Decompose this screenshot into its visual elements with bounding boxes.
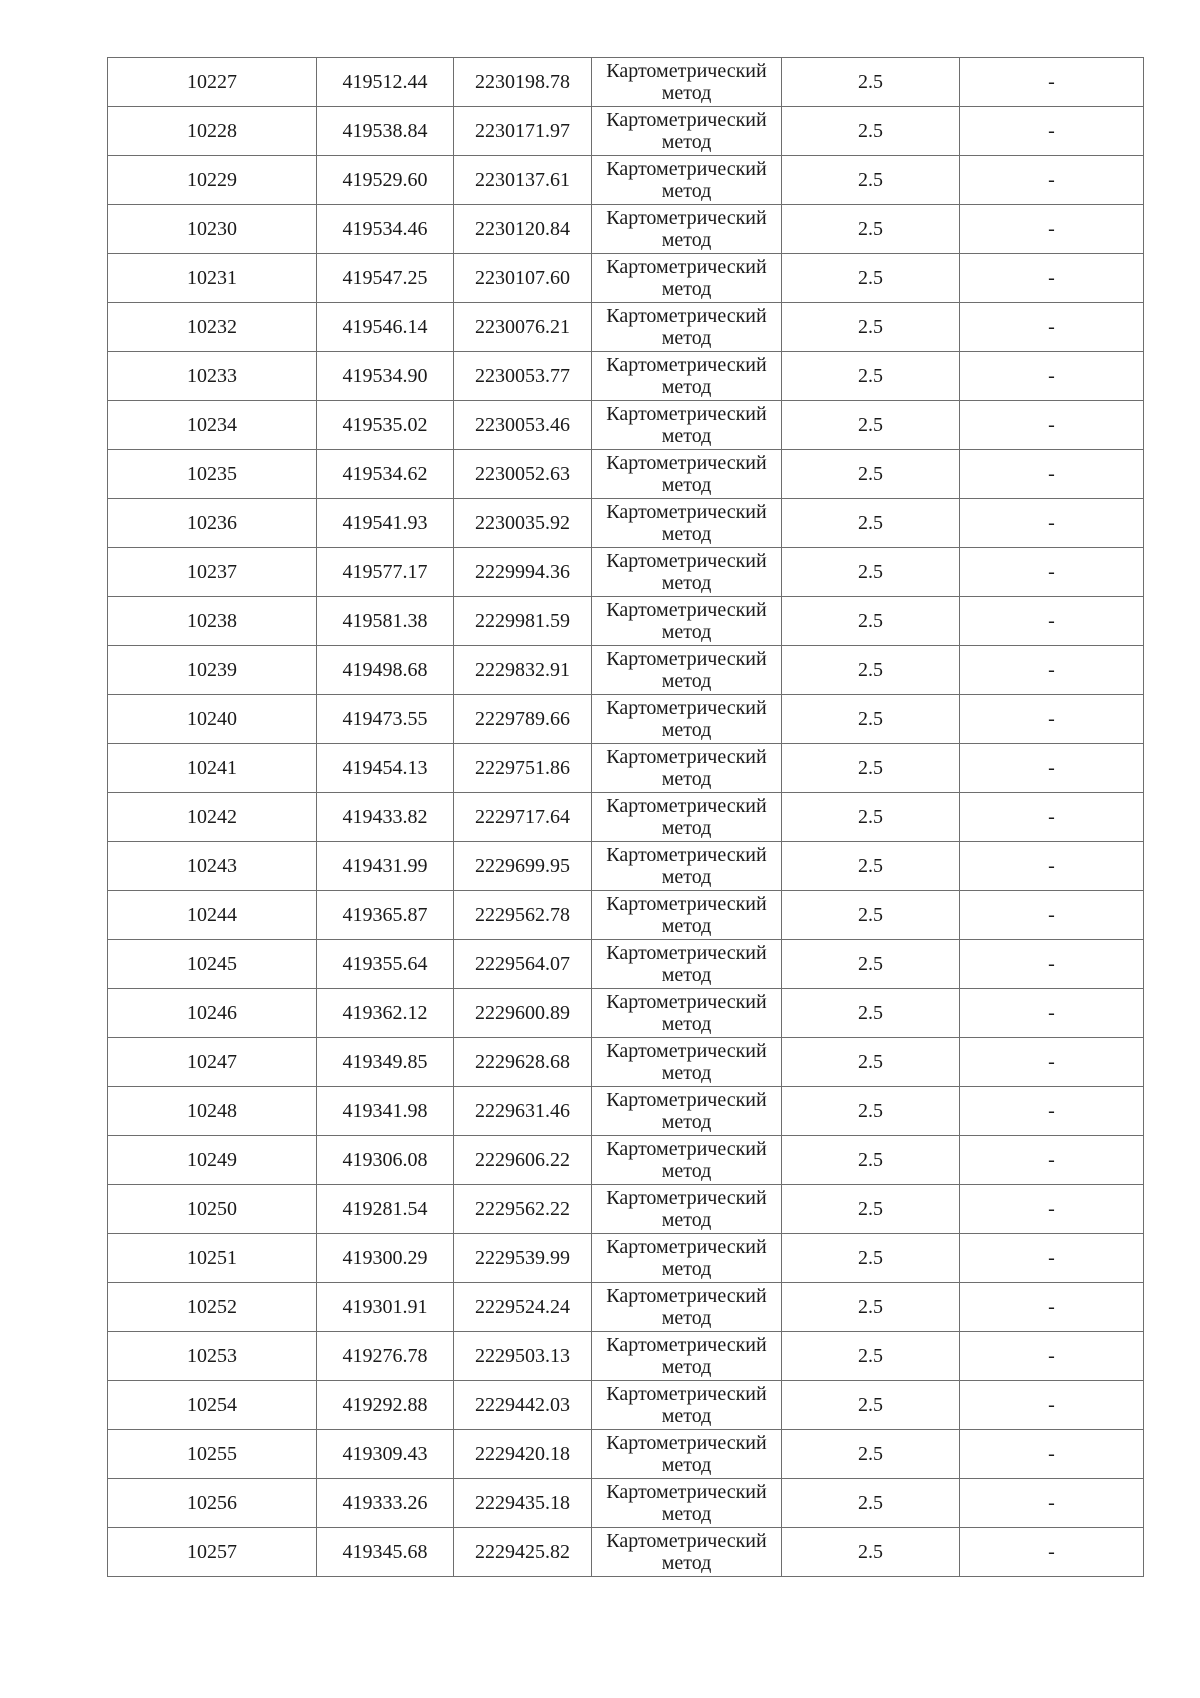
y-coordinate-cell: 2229606.22 (454, 1136, 592, 1185)
y-coordinate-cell: 2230107.60 (454, 254, 592, 303)
method-line-2: метод (661, 131, 712, 153)
y-coordinate-cell: 2229425.82 (454, 1528, 592, 1577)
table-row (108, 1283, 1144, 1332)
method-cell (592, 548, 782, 597)
accuracy-cell: 2.5 (782, 940, 960, 989)
method-cell (592, 1234, 782, 1283)
accuracy-cell: 2.5 (782, 989, 960, 1038)
method-line-2: метод (661, 768, 712, 790)
x-coordinate-cell: 419546.14 (317, 303, 454, 352)
note-cell: - (960, 695, 1144, 744)
accuracy-cell: 2.5 (782, 58, 960, 107)
note-cell: - (960, 450, 1144, 499)
accuracy-cell: 2.5 (782, 107, 960, 156)
x-coordinate-cell: 419333.26 (317, 1479, 454, 1528)
accuracy-cell: 2.5 (782, 597, 960, 646)
accuracy-cell: 2.5 (782, 205, 960, 254)
table-row (108, 842, 1144, 891)
method-line-2: метод (661, 82, 712, 104)
note-cell: - (960, 1479, 1144, 1528)
point-number-cell: 10227 (108, 58, 317, 107)
point-number-cell: 10233 (108, 352, 317, 401)
table-row (108, 254, 1144, 303)
method-line-2: метод (661, 1503, 712, 1525)
method-cell (592, 793, 782, 842)
method-line-2: метод (661, 621, 712, 643)
point-number-cell: 10235 (108, 450, 317, 499)
method-line-2: метод (661, 572, 712, 594)
y-coordinate-cell: 2229699.95 (454, 842, 592, 891)
method-line-2: метод (661, 327, 712, 349)
method-line-1: Картометрический (606, 1236, 767, 1258)
point-number-cell: 10246 (108, 989, 317, 1038)
method-line-1: Картометрический (606, 403, 767, 425)
table-row (108, 450, 1144, 499)
point-number-cell: 10250 (108, 1185, 317, 1234)
y-coordinate-cell: 2229503.13 (454, 1332, 592, 1381)
y-coordinate-cell: 2230035.92 (454, 499, 592, 548)
note-cell: - (960, 940, 1144, 989)
method-line-2: метод (661, 1307, 712, 1329)
accuracy-cell: 2.5 (782, 450, 960, 499)
table-row (108, 499, 1144, 548)
method-line-2: метод (661, 278, 712, 300)
method-cell (592, 205, 782, 254)
method-line-1: Картометрический (606, 1187, 767, 1209)
method-line-2: метод (661, 915, 712, 937)
note-cell: - (960, 793, 1144, 842)
table-row (108, 1234, 1144, 1283)
x-coordinate-cell: 419534.46 (317, 205, 454, 254)
method-cell (592, 401, 782, 450)
table-row (108, 1087, 1144, 1136)
note-cell: - (960, 548, 1144, 597)
x-coordinate-cell: 419534.90 (317, 352, 454, 401)
method-cell (592, 1136, 782, 1185)
method-line-2: метод (661, 523, 712, 545)
method-line-1: Картометрический (606, 207, 767, 229)
method-line-2: метод (661, 1160, 712, 1182)
note-cell: - (960, 1185, 1144, 1234)
method-line-2: метод (661, 1454, 712, 1476)
method-line-1: Картометрический (606, 1040, 767, 1062)
method-cell (592, 1332, 782, 1381)
coordinates-table-body (108, 58, 1144, 1577)
accuracy-cell: 2.5 (782, 1038, 960, 1087)
note-cell: - (960, 303, 1144, 352)
table-row (108, 1381, 1144, 1430)
x-coordinate-cell: 419276.78 (317, 1332, 454, 1381)
method-cell (592, 107, 782, 156)
y-coordinate-cell: 2229435.18 (454, 1479, 592, 1528)
accuracy-cell: 2.5 (782, 695, 960, 744)
note-cell: - (960, 1234, 1144, 1283)
y-coordinate-cell: 2229562.22 (454, 1185, 592, 1234)
method-cell (592, 989, 782, 1038)
point-number-cell: 10257 (108, 1528, 317, 1577)
table-row (108, 940, 1144, 989)
method-line-2: метод (661, 1062, 712, 1084)
point-number-cell: 10251 (108, 1234, 317, 1283)
y-coordinate-cell: 2229717.64 (454, 793, 592, 842)
method-line-2: метод (661, 817, 712, 839)
method-cell (592, 695, 782, 744)
method-cell (592, 842, 782, 891)
method-cell (592, 254, 782, 303)
note-cell: - (960, 401, 1144, 450)
x-coordinate-cell: 419547.25 (317, 254, 454, 303)
note-cell: - (960, 156, 1144, 205)
point-number-cell: 10229 (108, 156, 317, 205)
x-coordinate-cell: 419300.29 (317, 1234, 454, 1283)
point-number-cell: 10256 (108, 1479, 317, 1528)
note-cell: - (960, 1430, 1144, 1479)
note-cell: - (960, 1038, 1144, 1087)
method-cell (592, 156, 782, 205)
point-number-cell: 10239 (108, 646, 317, 695)
table-row (108, 597, 1144, 646)
method-line-1: Картометрический (606, 354, 767, 376)
method-line-2: метод (661, 229, 712, 251)
note-cell: - (960, 254, 1144, 303)
method-line-2: метод (661, 180, 712, 202)
method-cell (592, 1283, 782, 1332)
method-line-2: метод (661, 1258, 712, 1280)
y-coordinate-cell: 2229420.18 (454, 1430, 592, 1479)
method-line-1: Картометрический (606, 1432, 767, 1454)
method-cell (592, 352, 782, 401)
y-coordinate-cell: 2229442.03 (454, 1381, 592, 1430)
table-row (108, 793, 1144, 842)
method-cell (592, 58, 782, 107)
point-number-cell: 10245 (108, 940, 317, 989)
note-cell: - (960, 891, 1144, 940)
table-row (108, 1038, 1144, 1087)
accuracy-cell: 2.5 (782, 1087, 960, 1136)
accuracy-cell: 2.5 (782, 1528, 960, 1577)
table-row (108, 303, 1144, 352)
accuracy-cell: 2.5 (782, 548, 960, 597)
y-coordinate-cell: 2230171.97 (454, 107, 592, 156)
point-number-cell: 10247 (108, 1038, 317, 1087)
y-coordinate-cell: 2229628.68 (454, 1038, 592, 1087)
method-line-1: Картометрический (606, 991, 767, 1013)
note-cell: - (960, 1381, 1144, 1430)
note-cell: - (960, 1528, 1144, 1577)
note-cell: - (960, 842, 1144, 891)
method-cell (592, 597, 782, 646)
method-line-1: Картометрический (606, 1481, 767, 1503)
method-line-1: Картометрический (606, 452, 767, 474)
method-line-1: Картометрический (606, 697, 767, 719)
method-line-1: Картометрический (606, 158, 767, 180)
point-number-cell: 10252 (108, 1283, 317, 1332)
accuracy-cell: 2.5 (782, 499, 960, 548)
table-row (108, 58, 1144, 107)
table-row (108, 1430, 1144, 1479)
x-coordinate-cell: 419433.82 (317, 793, 454, 842)
point-number-cell: 10230 (108, 205, 317, 254)
point-number-cell: 10234 (108, 401, 317, 450)
accuracy-cell: 2.5 (782, 793, 960, 842)
table-row (108, 1136, 1144, 1185)
method-line-2: метод (661, 670, 712, 692)
table-row (108, 1479, 1144, 1528)
point-number-cell: 10242 (108, 793, 317, 842)
y-coordinate-cell: 2230076.21 (454, 303, 592, 352)
method-line-1: Картометрический (606, 795, 767, 817)
accuracy-cell: 2.5 (782, 891, 960, 940)
method-line-1: Картометрический (606, 109, 767, 131)
method-cell (592, 1430, 782, 1479)
table-row (108, 1332, 1144, 1381)
method-cell (592, 1185, 782, 1234)
y-coordinate-cell: 2229832.91 (454, 646, 592, 695)
note-cell: - (960, 989, 1144, 1038)
accuracy-cell: 2.5 (782, 1430, 960, 1479)
x-coordinate-cell: 419345.68 (317, 1528, 454, 1577)
x-coordinate-cell: 419512.44 (317, 58, 454, 107)
y-coordinate-cell: 2229789.66 (454, 695, 592, 744)
accuracy-cell: 2.5 (782, 842, 960, 891)
point-number-cell: 10255 (108, 1430, 317, 1479)
x-coordinate-cell: 419341.98 (317, 1087, 454, 1136)
point-number-cell: 10238 (108, 597, 317, 646)
method-line-2: метод (661, 1209, 712, 1231)
x-coordinate-cell: 419529.60 (317, 156, 454, 205)
coordinates-table (107, 57, 1144, 1577)
accuracy-cell: 2.5 (782, 1479, 960, 1528)
point-number-cell: 10243 (108, 842, 317, 891)
method-line-1: Картометрический (606, 648, 767, 670)
method-line-2: метод (661, 719, 712, 741)
table-row (108, 1185, 1144, 1234)
table-row (108, 548, 1144, 597)
table-row (108, 646, 1144, 695)
y-coordinate-cell: 2230052.63 (454, 450, 592, 499)
method-cell (592, 1479, 782, 1528)
point-number-cell: 10228 (108, 107, 317, 156)
accuracy-cell: 2.5 (782, 1136, 960, 1185)
point-number-cell: 10254 (108, 1381, 317, 1430)
accuracy-cell: 2.5 (782, 1381, 960, 1430)
method-line-1: Картометрический (606, 746, 767, 768)
y-coordinate-cell: 2229631.46 (454, 1087, 592, 1136)
method-line-1: Картометрический (606, 1285, 767, 1307)
y-coordinate-cell: 2229994.36 (454, 548, 592, 597)
note-cell: - (960, 1136, 1144, 1185)
method-line-2: метод (661, 866, 712, 888)
note-cell: - (960, 205, 1144, 254)
x-coordinate-cell: 419498.68 (317, 646, 454, 695)
x-coordinate-cell: 419306.08 (317, 1136, 454, 1185)
x-coordinate-cell: 419538.84 (317, 107, 454, 156)
method-line-1: Картометрический (606, 942, 767, 964)
point-number-cell: 10241 (108, 744, 317, 793)
method-cell (592, 744, 782, 793)
point-number-cell: 10231 (108, 254, 317, 303)
x-coordinate-cell: 419534.62 (317, 450, 454, 499)
note-cell: - (960, 107, 1144, 156)
method-cell (592, 303, 782, 352)
x-coordinate-cell: 419454.13 (317, 744, 454, 793)
method-line-1: Картометрический (606, 1383, 767, 1405)
method-line-2: метод (661, 964, 712, 986)
accuracy-cell: 2.5 (782, 646, 960, 695)
y-coordinate-cell: 2229539.99 (454, 1234, 592, 1283)
table-row (108, 352, 1144, 401)
x-coordinate-cell: 419473.55 (317, 695, 454, 744)
table-row (108, 1528, 1144, 1577)
point-number-cell: 10248 (108, 1087, 317, 1136)
x-coordinate-cell: 419349.85 (317, 1038, 454, 1087)
x-coordinate-cell: 419577.17 (317, 548, 454, 597)
method-line-1: Картометрический (606, 1138, 767, 1160)
method-line-1: Картометрический (606, 305, 767, 327)
x-coordinate-cell: 419535.02 (317, 401, 454, 450)
method-line-1: Картометрический (606, 1530, 767, 1552)
method-line-1: Картометрический (606, 844, 767, 866)
method-line-1: Картометрический (606, 893, 767, 915)
method-line-1: Картометрический (606, 501, 767, 523)
accuracy-cell: 2.5 (782, 1332, 960, 1381)
method-line-2: метод (661, 376, 712, 398)
x-coordinate-cell: 419301.91 (317, 1283, 454, 1332)
method-line-2: метод (661, 474, 712, 496)
method-line-2: метод (661, 1111, 712, 1133)
x-coordinate-cell: 419281.54 (317, 1185, 454, 1234)
table-row (108, 401, 1144, 450)
method-cell (592, 940, 782, 989)
note-cell: - (960, 352, 1144, 401)
accuracy-cell: 2.5 (782, 1283, 960, 1332)
table-row (108, 205, 1144, 254)
note-cell: - (960, 744, 1144, 793)
accuracy-cell: 2.5 (782, 1234, 960, 1283)
x-coordinate-cell: 419581.38 (317, 597, 454, 646)
table-row (108, 107, 1144, 156)
method-cell (592, 1038, 782, 1087)
note-cell: - (960, 597, 1144, 646)
note-cell: - (960, 1283, 1144, 1332)
x-coordinate-cell: 419365.87 (317, 891, 454, 940)
method-line-1: Картометрический (606, 60, 767, 82)
x-coordinate-cell: 419541.93 (317, 499, 454, 548)
method-line-1: Картометрический (606, 1089, 767, 1111)
point-number-cell: 10240 (108, 695, 317, 744)
point-number-cell: 10249 (108, 1136, 317, 1185)
note-cell: - (960, 646, 1144, 695)
method-line-1: Картометрический (606, 256, 767, 278)
method-line-1: Картометрический (606, 1334, 767, 1356)
note-cell: - (960, 1332, 1144, 1381)
point-number-cell: 10244 (108, 891, 317, 940)
y-coordinate-cell: 2230053.46 (454, 401, 592, 450)
method-cell (592, 1381, 782, 1430)
table-row (108, 744, 1144, 793)
method-line-2: метод (661, 1356, 712, 1378)
y-coordinate-cell: 2229600.89 (454, 989, 592, 1038)
accuracy-cell: 2.5 (782, 156, 960, 205)
method-line-2: метод (661, 1013, 712, 1035)
x-coordinate-cell: 419309.43 (317, 1430, 454, 1479)
y-coordinate-cell: 2229564.07 (454, 940, 592, 989)
method-line-1: Картометрический (606, 599, 767, 621)
accuracy-cell: 2.5 (782, 303, 960, 352)
method-cell (592, 891, 782, 940)
y-coordinate-cell: 2230120.84 (454, 205, 592, 254)
y-coordinate-cell: 2229751.86 (454, 744, 592, 793)
table-row (108, 156, 1144, 205)
method-line-2: метод (661, 425, 712, 447)
note-cell: - (960, 499, 1144, 548)
table-row (108, 695, 1144, 744)
accuracy-cell: 2.5 (782, 254, 960, 303)
method-cell (592, 1087, 782, 1136)
note-cell: - (960, 1087, 1144, 1136)
method-line-2: метод (661, 1405, 712, 1427)
y-coordinate-cell: 2229562.78 (454, 891, 592, 940)
point-number-cell: 10232 (108, 303, 317, 352)
x-coordinate-cell: 419355.64 (317, 940, 454, 989)
y-coordinate-cell: 2230053.77 (454, 352, 592, 401)
y-coordinate-cell: 2229524.24 (454, 1283, 592, 1332)
point-number-cell: 10236 (108, 499, 317, 548)
x-coordinate-cell: 419292.88 (317, 1381, 454, 1430)
accuracy-cell: 2.5 (782, 401, 960, 450)
y-coordinate-cell: 2230198.78 (454, 58, 592, 107)
accuracy-cell: 2.5 (782, 1185, 960, 1234)
note-cell: - (960, 58, 1144, 107)
table-row (108, 989, 1144, 1038)
x-coordinate-cell: 419362.12 (317, 989, 454, 1038)
method-cell (592, 499, 782, 548)
method-cell (592, 450, 782, 499)
accuracy-cell: 2.5 (782, 744, 960, 793)
y-coordinate-cell: 2230137.61 (454, 156, 592, 205)
point-number-cell: 10237 (108, 548, 317, 597)
accuracy-cell: 2.5 (782, 352, 960, 401)
method-cell (592, 646, 782, 695)
table-row (108, 891, 1144, 940)
x-coordinate-cell: 419431.99 (317, 842, 454, 891)
method-line-2: метод (661, 1552, 712, 1574)
method-line-1: Картометрический (606, 550, 767, 572)
point-number-cell: 10253 (108, 1332, 317, 1381)
y-coordinate-cell: 2229981.59 (454, 597, 592, 646)
method-cell (592, 1528, 782, 1577)
